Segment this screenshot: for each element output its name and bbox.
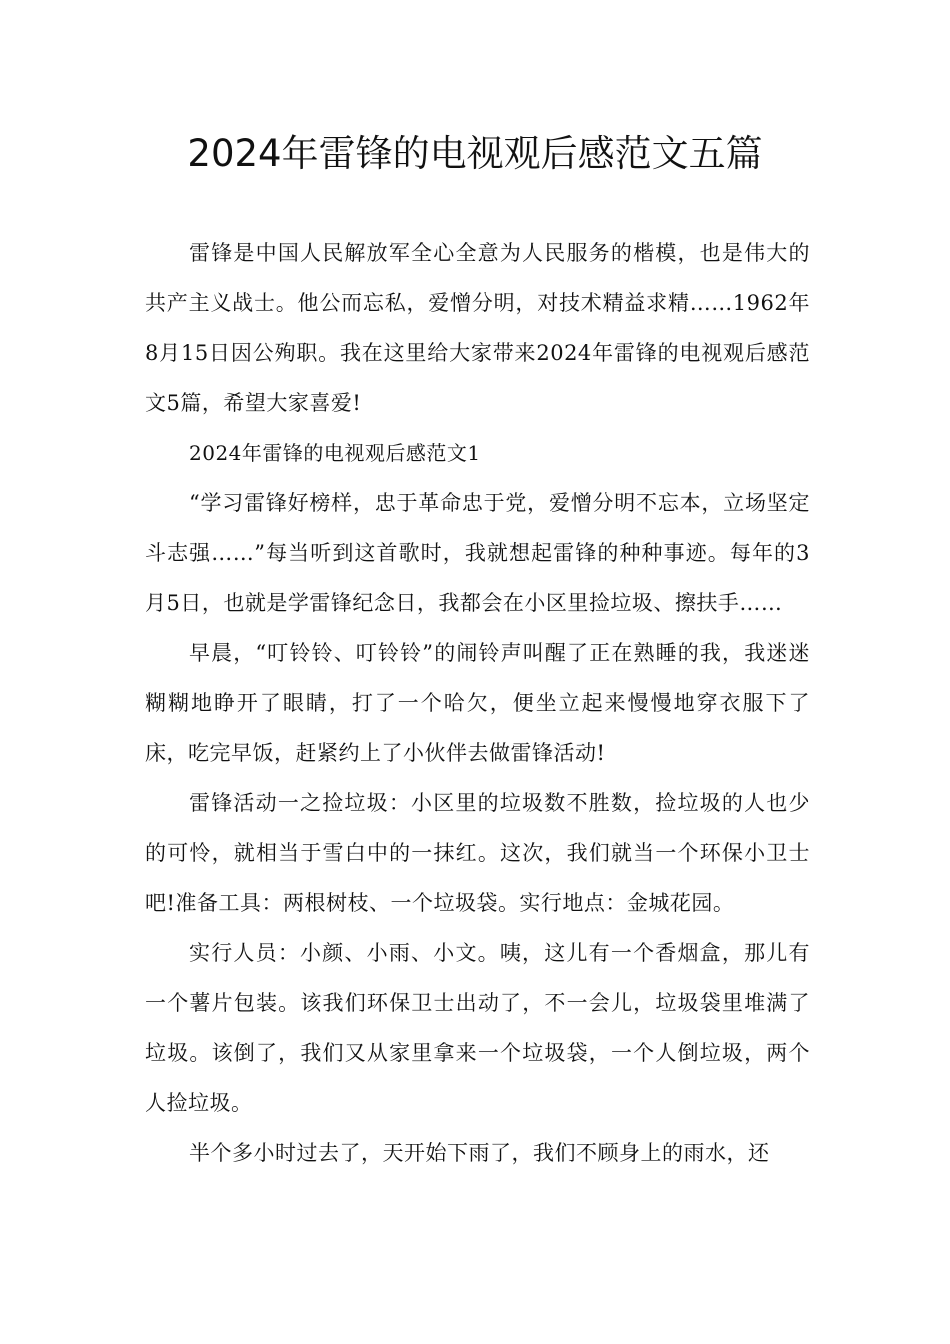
document-title: 2024年雷锋的电视观后感范文五篇 <box>187 132 763 175</box>
body-paragraph: 实行人员：小颜、小雨、小文。咦，这儿有一个香烟盒，那儿有一个薯片包装。该我们环保卫士出动了，不一会儿，垃圾袋里堆满了垃圾。该倒了，我们又从家里拿来一个垃圾袋，一个人倒垃圾，两个人捡垃圾。 <box>145 941 810 1115</box>
document-body <box>145 228 810 1178</box>
body-paragraph: 雷锋活动一之捡垃圾：小区里的垃圾数不胜数，捡垃圾的人也少的可怜，就相当于雪白中的一抹红。这次，我们就当一个环保小卫士吧!准备工具：两根树枝、一个垃圾袋。实行地点：金城花园。 <box>145 791 810 915</box>
section-heading: 2024年雷锋的电视观后感范文1 <box>189 441 481 465</box>
body-paragraph: 半个多小时过去了，天开始下雨了，我们不顾身上的雨水，还 <box>189 1141 770 1165</box>
intro-paragraph: 雷锋是中国人民解放军全心全意为人民服务的楷模，也是伟大的共产主义战士。他公而忘私，爱憎分明，对技术精益求精……1962年8月15日因公殉职。我在这里给大家带来2024年雷锋的电视观后感范文5篇，希望大家喜爱! <box>145 241 810 415</box>
body-paragraph: “学习雷锋好榜样，忠于革命忠于党，爱憎分明不忘本，立场坚定斗志强……”每当听到这首歌时，我就想起雷锋的种种事迹。每年的3月5日，也就是学雷锋纪念日，我都会在小区里捡垃圾、擦扶手…… <box>145 491 810 615</box>
body-paragraph: 早晨，“叮铃铃、叮铃铃”的闹铃声叫醒了正在熟睡的我，我迷迷糊糊地睁开了眼睛，打了一个哈欠，便坐立起来慢慢地穿衣服下了床，吃完早饭，赶紧约上了小伙伴去做雷锋活动! <box>145 641 810 765</box>
